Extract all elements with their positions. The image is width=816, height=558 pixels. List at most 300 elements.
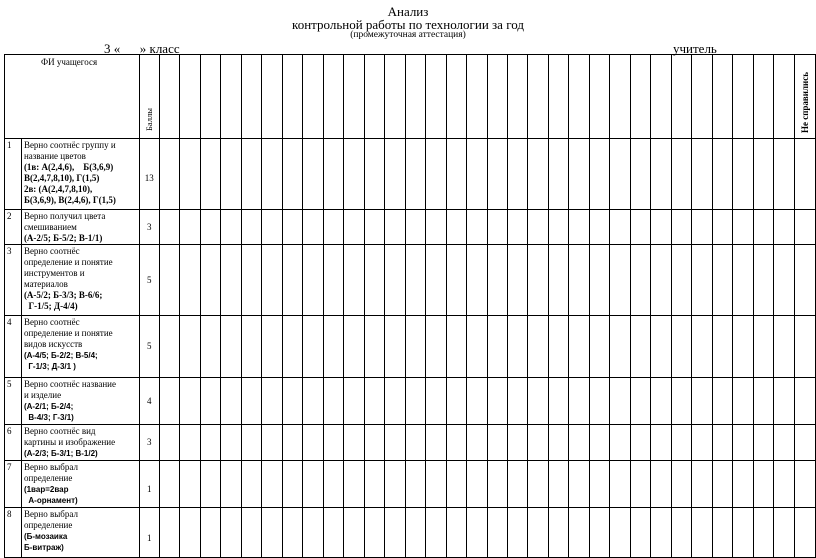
empty-cell[interactable] [159, 139, 179, 210]
empty-cell[interactable] [733, 245, 753, 316]
empty-cell[interactable] [712, 55, 732, 139]
empty-cell[interactable] [508, 316, 528, 378]
empty-cell[interactable] [241, 55, 261, 139]
empty-cell[interactable] [262, 425, 282, 461]
empty-cell[interactable] [487, 461, 507, 508]
empty-cell[interactable] [241, 210, 261, 245]
empty-cell[interactable] [733, 425, 753, 461]
empty-cell[interactable] [200, 378, 220, 425]
empty-cell[interactable] [712, 425, 732, 461]
empty-cell[interactable] [364, 316, 384, 378]
empty-cell[interactable] [487, 316, 507, 378]
empty-cell[interactable] [630, 378, 650, 425]
empty-cell[interactable] [569, 139, 589, 210]
empty-cell[interactable] [712, 378, 732, 425]
empty-cell[interactable] [344, 139, 364, 210]
empty-cell[interactable] [671, 316, 691, 378]
empty-cell[interactable] [405, 316, 425, 378]
empty-cell[interactable] [446, 139, 466, 210]
empty-cell[interactable] [180, 316, 200, 378]
empty-cell[interactable] [385, 461, 405, 508]
empty-cell[interactable] [774, 245, 794, 316]
empty-cell[interactable] [753, 139, 773, 210]
empty-cell[interactable] [282, 210, 302, 245]
empty-cell[interactable] [630, 245, 650, 316]
empty-cell[interactable] [794, 425, 815, 461]
empty-cell[interactable] [241, 425, 261, 461]
empty-cell[interactable] [221, 316, 241, 378]
empty-cell[interactable] [385, 508, 405, 558]
empty-cell[interactable] [569, 461, 589, 508]
empty-cell[interactable] [467, 139, 487, 210]
empty-cell[interactable] [446, 461, 466, 508]
empty-cell[interactable] [548, 210, 568, 245]
empty-cell[interactable] [303, 55, 323, 139]
empty-cell[interactable] [405, 461, 425, 508]
empty-cell[interactable] [426, 210, 446, 245]
empty-cell[interactable] [467, 508, 487, 558]
empty-cell[interactable] [569, 55, 589, 139]
empty-cell[interactable] [794, 245, 815, 316]
empty-cell[interactable] [282, 316, 302, 378]
empty-cell[interactable] [282, 378, 302, 425]
empty-cell[interactable] [282, 425, 302, 461]
empty-cell[interactable] [200, 508, 220, 558]
empty-cell[interactable] [159, 55, 179, 139]
empty-cell[interactable] [159, 425, 179, 461]
empty-cell[interactable] [262, 245, 282, 316]
empty-cell[interactable] [753, 425, 773, 461]
empty-cell[interactable] [241, 461, 261, 508]
empty-cell[interactable] [405, 508, 425, 558]
empty-cell[interactable] [221, 139, 241, 210]
empty-cell[interactable] [528, 461, 548, 508]
empty-cell[interactable] [651, 316, 671, 378]
empty-cell[interactable] [467, 55, 487, 139]
empty-cell[interactable] [344, 55, 364, 139]
empty-cell[interactable] [569, 378, 589, 425]
empty-cell[interactable] [610, 461, 630, 508]
empty-cell[interactable] [692, 461, 712, 508]
empty-cell[interactable] [221, 210, 241, 245]
empty-cell[interactable] [610, 245, 630, 316]
empty-cell[interactable] [200, 210, 220, 245]
empty-cell[interactable] [548, 55, 568, 139]
empty-cell[interactable] [426, 316, 446, 378]
empty-cell[interactable] [610, 378, 630, 425]
row-number: 2 [5, 210, 22, 245]
empty-cell[interactable] [692, 316, 712, 378]
empty-cell[interactable] [200, 316, 220, 378]
empty-cell[interactable] [630, 139, 650, 210]
empty-cell[interactable] [548, 245, 568, 316]
empty-cell[interactable] [610, 508, 630, 558]
empty-cell[interactable] [733, 316, 753, 378]
empty-cell[interactable] [651, 245, 671, 316]
empty-cell[interactable] [548, 461, 568, 508]
empty-cell[interactable] [671, 425, 691, 461]
empty-cell[interactable] [753, 508, 773, 558]
empty-cell[interactable] [508, 55, 528, 139]
empty-cell[interactable] [364, 139, 384, 210]
empty-cell[interactable] [405, 425, 425, 461]
empty-cell[interactable] [385, 245, 405, 316]
empty-cell[interactable] [630, 210, 650, 245]
empty-cell[interactable] [671, 378, 691, 425]
empty-cell[interactable] [692, 508, 712, 558]
empty-cell[interactable] [364, 425, 384, 461]
empty-cell[interactable] [323, 210, 343, 245]
empty-cell[interactable] [282, 461, 302, 508]
empty-cell[interactable] [733, 55, 753, 139]
criterion-row [5, 139, 816, 210]
empty-cell[interactable] [221, 55, 241, 139]
empty-cell[interactable] [487, 210, 507, 245]
empty-cell[interactable] [303, 245, 323, 316]
empty-cell[interactable] [508, 210, 528, 245]
empty-cell[interactable] [200, 461, 220, 508]
empty-cell[interactable] [692, 245, 712, 316]
empty-cell[interactable] [323, 139, 343, 210]
empty-cell[interactable] [241, 316, 261, 378]
empty-cell[interactable] [180, 139, 200, 210]
empty-cell[interactable] [774, 425, 794, 461]
teacher-label: учитель [673, 41, 717, 56]
empty-cell[interactable] [569, 316, 589, 378]
empty-cell[interactable] [508, 425, 528, 461]
empty-cell[interactable] [630, 316, 650, 378]
empty-cell[interactable] [651, 139, 671, 210]
empty-cell[interactable] [323, 425, 343, 461]
empty-cell[interactable] [753, 316, 773, 378]
empty-cell[interactable] [385, 139, 405, 210]
empty-cell[interactable] [426, 245, 446, 316]
empty-cell[interactable] [221, 425, 241, 461]
empty-cell[interactable] [548, 425, 568, 461]
empty-cell[interactable] [589, 508, 609, 558]
empty-cell[interactable] [774, 210, 794, 245]
empty-cell[interactable] [671, 55, 691, 139]
empty-cell[interactable] [528, 139, 548, 210]
empty-cell[interactable] [385, 378, 405, 425]
empty-cell[interactable] [651, 508, 671, 558]
empty-cell[interactable] [589, 245, 609, 316]
empty-cell[interactable] [774, 378, 794, 425]
empty-cell[interactable] [589, 425, 609, 461]
empty-cell[interactable] [262, 378, 282, 425]
empty-cell[interactable] [282, 508, 302, 558]
empty-cell[interactable] [508, 245, 528, 316]
criterion-line: название цветов [23, 151, 86, 161]
empty-cell[interactable] [467, 461, 487, 508]
empty-cell[interactable] [528, 245, 548, 316]
empty-cell[interactable] [303, 461, 323, 508]
empty-cell[interactable] [610, 139, 630, 210]
empty-cell[interactable] [344, 210, 364, 245]
empty-cell[interactable] [630, 425, 650, 461]
empty-cell[interactable] [323, 245, 343, 316]
empty-cell[interactable] [774, 139, 794, 210]
empty-cell[interactable] [323, 508, 343, 558]
empty-cell[interactable] [446, 378, 466, 425]
empty-cell[interactable] [610, 316, 630, 378]
empty-cell[interactable] [446, 210, 466, 245]
empty-cell[interactable] [262, 508, 282, 558]
empty-cell[interactable] [323, 461, 343, 508]
empty-cell[interactable] [364, 508, 384, 558]
empty-cell[interactable] [753, 245, 773, 316]
empty-cell[interactable] [323, 378, 343, 425]
empty-cell[interactable] [651, 461, 671, 508]
empty-cell[interactable] [446, 245, 466, 316]
empty-cell[interactable] [262, 210, 282, 245]
empty-cell[interactable] [364, 210, 384, 245]
empty-cell[interactable] [692, 55, 712, 139]
empty-cell[interactable] [426, 55, 446, 139]
empty-cell[interactable] [733, 378, 753, 425]
empty-cell[interactable] [344, 245, 364, 316]
empty-cell[interactable] [733, 461, 753, 508]
empty-cell[interactable] [262, 55, 282, 139]
empty-cell[interactable] [426, 425, 446, 461]
empty-cell[interactable] [692, 210, 712, 245]
empty-cell[interactable] [794, 139, 815, 210]
empty-cell[interactable] [467, 210, 487, 245]
empty-cell[interactable] [200, 55, 220, 139]
empty-cell[interactable] [467, 378, 487, 425]
empty-cell[interactable] [303, 378, 323, 425]
empty-cell[interactable] [405, 210, 425, 245]
empty-cell[interactable] [180, 425, 200, 461]
empty-cell[interactable] [405, 55, 425, 139]
empty-cell[interactable] [221, 508, 241, 558]
empty-cell[interactable] [446, 55, 466, 139]
empty-cell[interactable] [548, 378, 568, 425]
empty-cell[interactable] [712, 210, 732, 245]
empty-cell[interactable] [282, 245, 302, 316]
empty-cell[interactable] [589, 55, 609, 139]
empty-cell[interactable] [692, 425, 712, 461]
empty-cell[interactable] [344, 461, 364, 508]
empty-cell[interactable] [630, 461, 650, 508]
empty-cell[interactable] [487, 378, 507, 425]
empty-cell[interactable] [487, 425, 507, 461]
empty-cell[interactable] [159, 245, 179, 316]
empty-cell[interactable] [569, 245, 589, 316]
empty-cell[interactable] [200, 245, 220, 316]
empty-cell[interactable] [241, 378, 261, 425]
empty-cell[interactable] [364, 55, 384, 139]
empty-cell[interactable] [180, 508, 200, 558]
empty-cell[interactable] [405, 245, 425, 316]
empty-cell[interactable] [671, 210, 691, 245]
empty-cell[interactable] [548, 139, 568, 210]
empty-cell[interactable] [528, 425, 548, 461]
empty-cell[interactable] [426, 139, 446, 210]
empty-cell[interactable] [446, 425, 466, 461]
empty-cell[interactable] [262, 316, 282, 378]
empty-cell[interactable] [589, 139, 609, 210]
empty-cell[interactable] [426, 461, 446, 508]
empty-cell[interactable] [487, 245, 507, 316]
empty-cell[interactable] [712, 245, 732, 316]
empty-cell[interactable] [528, 316, 548, 378]
empty-cell[interactable] [753, 378, 773, 425]
empty-cell[interactable] [528, 508, 548, 558]
empty-cell[interactable] [733, 210, 753, 245]
empty-cell[interactable] [385, 316, 405, 378]
empty-cell[interactable] [692, 139, 712, 210]
criterion-line: Верно выбрал [23, 509, 78, 519]
empty-cell[interactable] [467, 316, 487, 378]
empty-cell[interactable] [221, 378, 241, 425]
points-number: 3 [147, 437, 152, 447]
empty-cell[interactable] [303, 139, 323, 210]
empty-cell[interactable] [487, 139, 507, 210]
empty-cell[interactable] [712, 508, 732, 558]
empty-cell[interactable] [794, 508, 815, 558]
empty-cell[interactable] [221, 245, 241, 316]
empty-cell[interactable] [569, 425, 589, 461]
empty-cell[interactable] [774, 461, 794, 508]
empty-cell[interactable] [671, 508, 691, 558]
empty-cell[interactable] [753, 55, 773, 139]
empty-cell[interactable] [159, 378, 179, 425]
empty-cell[interactable] [262, 139, 282, 210]
empty-cell[interactable] [589, 378, 609, 425]
empty-cell[interactable] [467, 245, 487, 316]
empty-cell[interactable] [303, 316, 323, 378]
empty-cell[interactable] [610, 210, 630, 245]
empty-cell[interactable] [200, 425, 220, 461]
empty-cell[interactable] [159, 461, 179, 508]
empty-cell[interactable] [528, 55, 548, 139]
empty-cell[interactable] [487, 55, 507, 139]
empty-cell[interactable] [610, 55, 630, 139]
empty-cell[interactable] [180, 210, 200, 245]
empty-cell[interactable] [446, 316, 466, 378]
empty-cell[interactable] [651, 55, 671, 139]
empty-cell[interactable] [385, 210, 405, 245]
empty-cell[interactable] [344, 425, 364, 461]
empty-cell[interactable] [733, 508, 753, 558]
fail-column-header [794, 55, 815, 139]
empty-cell[interactable] [364, 461, 384, 508]
empty-cell[interactable] [794, 316, 815, 378]
criterion-line: и изделие [23, 390, 62, 400]
empty-cell[interactable] [508, 508, 528, 558]
empty-cell[interactable] [671, 245, 691, 316]
empty-cell[interactable] [467, 425, 487, 461]
empty-cell[interactable] [344, 508, 364, 558]
empty-cell[interactable] [385, 425, 405, 461]
empty-cell[interactable] [630, 55, 650, 139]
empty-cell[interactable] [774, 316, 794, 378]
empty-cell[interactable] [589, 316, 609, 378]
empty-cell[interactable] [241, 139, 261, 210]
criterion-row [5, 245, 816, 316]
empty-cell[interactable] [528, 378, 548, 425]
empty-cell[interactable] [180, 55, 200, 139]
answer-key-line: Б-витраж) [23, 543, 64, 552]
empty-cell[interactable] [159, 316, 179, 378]
empty-cell[interactable] [610, 425, 630, 461]
empty-cell[interactable] [487, 508, 507, 558]
empty-cell[interactable] [692, 378, 712, 425]
empty-cell[interactable] [385, 55, 405, 139]
empty-cell[interactable] [630, 508, 650, 558]
empty-cell[interactable] [364, 245, 384, 316]
empty-cell[interactable] [528, 210, 548, 245]
empty-cell[interactable] [159, 508, 179, 558]
empty-cell[interactable] [569, 210, 589, 245]
empty-cell[interactable] [548, 508, 568, 558]
empty-cell[interactable] [405, 378, 425, 425]
empty-cell[interactable] [364, 378, 384, 425]
empty-cell[interactable] [241, 508, 261, 558]
empty-cell[interactable] [774, 508, 794, 558]
empty-cell[interactable] [753, 210, 773, 245]
empty-cell[interactable] [262, 461, 282, 508]
empty-cell[interactable] [344, 316, 364, 378]
empty-cell[interactable] [651, 425, 671, 461]
empty-cell[interactable] [200, 139, 220, 210]
empty-cell[interactable] [344, 378, 364, 425]
empty-cell[interactable] [651, 378, 671, 425]
empty-cell[interactable] [774, 55, 794, 139]
empty-cell[interactable] [589, 210, 609, 245]
empty-cell[interactable] [508, 378, 528, 425]
empty-cell[interactable] [671, 461, 691, 508]
empty-cell[interactable] [405, 139, 425, 210]
empty-cell[interactable] [323, 316, 343, 378]
empty-cell[interactable] [753, 461, 773, 508]
empty-cell[interactable] [712, 139, 732, 210]
empty-cell[interactable] [794, 378, 815, 425]
empty-cell[interactable] [180, 378, 200, 425]
empty-cell[interactable] [426, 378, 446, 425]
points-value [139, 508, 159, 558]
empty-cell[interactable] [508, 461, 528, 508]
empty-cell[interactable] [446, 508, 466, 558]
empty-cell[interactable] [733, 139, 753, 210]
empty-cell[interactable] [303, 210, 323, 245]
empty-cell[interactable] [712, 316, 732, 378]
empty-cell[interactable] [159, 210, 179, 245]
empty-cell[interactable] [651, 210, 671, 245]
empty-cell[interactable] [303, 425, 323, 461]
empty-cell[interactable] [671, 139, 691, 210]
empty-cell[interactable] [508, 139, 528, 210]
empty-cell[interactable] [426, 508, 446, 558]
empty-cell[interactable] [241, 245, 261, 316]
empty-cell[interactable] [303, 508, 323, 558]
empty-cell[interactable] [794, 210, 815, 245]
empty-cell[interactable] [548, 316, 568, 378]
doc-title: Анализ [387, 4, 429, 19]
empty-cell[interactable] [712, 461, 732, 508]
empty-cell[interactable] [569, 508, 589, 558]
empty-cell[interactable] [282, 139, 302, 210]
header-row [5, 55, 816, 139]
empty-cell[interactable] [589, 461, 609, 508]
empty-cell[interactable] [180, 461, 200, 508]
empty-cell[interactable] [323, 55, 343, 139]
empty-cell[interactable] [180, 245, 200, 316]
empty-cell[interactable] [794, 461, 815, 508]
empty-cell[interactable] [282, 55, 302, 139]
empty-cell[interactable] [221, 461, 241, 508]
